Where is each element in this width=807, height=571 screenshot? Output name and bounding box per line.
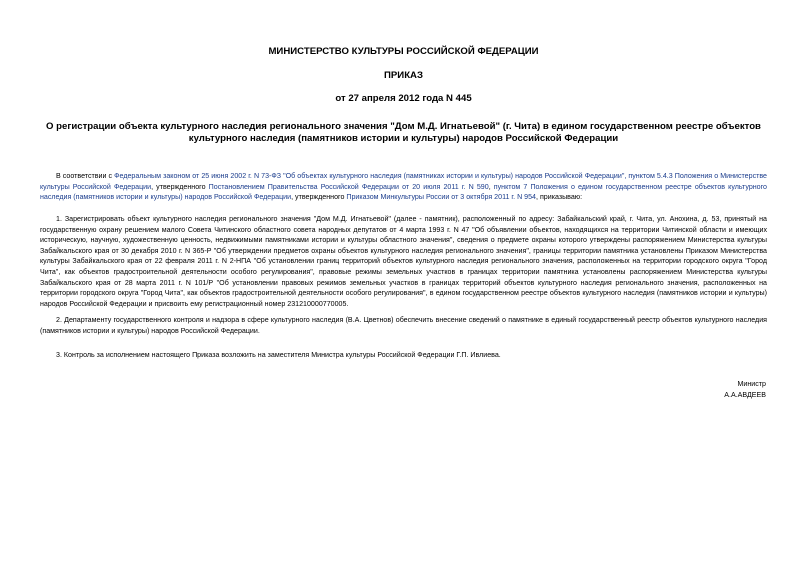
government-decree-link[interactable]: Постановлением Правительства Российской Федерации от 20 июля 2011 г. N 590 [208,182,489,191]
ministry-heading: МИНИСТЕРСТВО КУЛЬТУРЫ РОССИЙСКОЙ ФЕДЕРАЦИИ [268,46,539,57]
document-type-heading: ПРИКАЗ [384,70,423,81]
preamble-text-1: В соответствии с [56,172,115,180]
signature-block [724,379,766,401]
preamble-text-3: , [488,182,494,191]
federal-law-link[interactable]: Федеральным законом от 25 июня 2002 г. N 73-ФЗ "Об объектах культурного наследия (памятниках истории и культуры) народов Российской Федерации", пунктом 5.4.3 Положения о Министерстве культуры Российской Федерации [40,172,768,191]
preamble-text-5: , приказываю: [536,193,583,202]
registry-regulation-link[interactable]: пунктом 7 Положения о едином государственном реестре объектов культурного наследия (памятников истории и культуры) народов Российской Федерации [40,182,767,202]
order-item-3: 3. Контроль за исполнением настоящего Приказа возложить на заместителя Министра культуры Российской Федерации Г.П. Ивлиева. [56,351,501,359]
document-date-number: от 27 апреля 2012 года N 445 [335,93,472,104]
order-item-2: 2. Департаменту государственного контроля и надзора в сфере культурного наследия (В.А. Цветнов) обеспечить внесение сведений о памятнике в единый государственный реестр объектов культурного наследия (памятников истории и культуры) народов Российской Федерации. [40,316,767,335]
order-item-1: 1. Зарегистрировать объект культурного наследия регионального значения "Дом М.Д. Игнатьевой" (далее - памятник), расположенный по адресу: Забайкальский край, г. Чита, ул. Анохина, д. 53, принятый на государственную охрану решением малого Совета Читинского областного совета народных депутатов от 4 марта 1993 г. N 47 "Об объявлении объектов, находящихся на территории Читинской области и имеющих историческую, научную, художественную ценность, недвижимыми памятниками истории и культуры областного значения", сведения о предмете охраны которого утверждены распоряжением Министерства культуры Забайкальского края от 30 декабря 2010 г. N 365-Р "Об утверждении предметов охраны объектов культурного наследия регионального значения", границы территории памятника установлены Приказом Министерства культуры Забайкальского края от 22 февраля 2011 г. N 2-НПА "Об установлении границ территорий объектов культурного наследия регионального значения, расположенных на территории городского округа "Город Чита", как объектов градостроительной деятельности особого регулирования", правовые режимы земельных участков в границах территории памятника установлены распоряжением Министерства культуры Забайкальского края от 28 марта 2011 г. N 101/Р "Об установлении правовых режимов земельных участков в границах территорий объектов культурного наследия регионального значения, расположенных на территории городского округа "Город Чита", как объектов градостроительной деятельности особого регулирования", в едином государственном реестре объектов культурного наследия (памятников истории и культуры) народов Российской Федерации и присвоить ему регистрационный номер 231210000770005. [40,215,767,308]
preamble-text-2: , утвержденного [151,182,209,191]
document-subject: О регистрации объекта культурного наследия регионального значения "Дом М.Д. Игнатьевой" (г. Чита) в едином государственном реестре объектов культурного наследия (памятников истории и культуры) народов Российской Федерации [46,121,761,144]
preamble-text-4: , утвержденного [291,193,347,202]
ministry-order-link[interactable]: Приказом Минкультуры России от 3 октября 2011 г. N 954 [346,193,536,202]
signatory-title: Министр [737,380,766,388]
signatory-name: А.А.АВДЕЕВ [724,391,766,399]
preamble-paragraph [40,171,767,203]
